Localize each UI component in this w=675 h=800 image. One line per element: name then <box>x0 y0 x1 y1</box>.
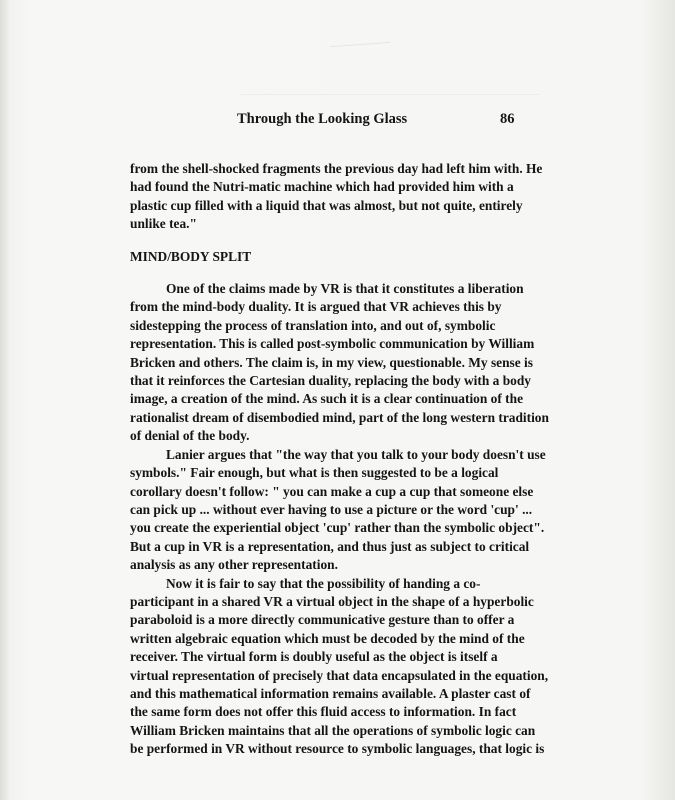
running-title: Through the Looking Glass <box>237 111 408 127</box>
text-line: rationalist dream of disembodied mind, part of the long western tradition <box>130 409 549 425</box>
text-line: virtual representation of precisely that data encapsulated in the equation, <box>130 667 549 683</box>
text-line: corollary doesn't follow: " you can make a cup a cup that someone else <box>130 483 534 499</box>
page-number: 86 <box>500 111 515 127</box>
text-line: unlike tea." <box>130 216 197 232</box>
text-line: Bricken and others. The claim is, in my view, questionable. My sense is <box>130 354 533 370</box>
show-through-smudge <box>330 28 391 47</box>
text-line: receiver. The virtual form is doubly useful as the object is itself a <box>130 649 498 665</box>
section-heading: MIND/BODY SPLIT <box>130 248 252 264</box>
text-line: the same form does not offer this fluid access to information. In fact <box>130 704 517 720</box>
text-line: be performed in VR without resource to symbolic languages, that logic is <box>130 741 545 757</box>
text-line: from the mind-body duality. It is argued that VR achieves this by <box>130 299 502 315</box>
text-line: Lanier argues that "the way that you talk to your body doesn't use <box>166 446 546 462</box>
text-line: symbols." Fair enough, but what is then suggested to be a logical <box>130 465 499 481</box>
text-line: But a cup in VR is a representation, and thus just as subject to critical <box>130 538 530 554</box>
text-line: Now it is fair to say that the possibility of handing a co- <box>166 575 481 591</box>
text-line: you create the experiential object 'cup' rather than the symbolic object". <box>130 520 545 536</box>
text-line: and this mathematical information remains available. A plaster cast of <box>130 685 531 701</box>
page-header <box>0 111 675 131</box>
text-line: sidestepping the process of translation into, and out of, symbolic <box>130 317 496 333</box>
text-line: that it reinforces the Cartesian duality, replacing the body with a body <box>130 373 531 389</box>
text-line: had found the Nutri-matic machine which had provided him with a <box>130 179 514 195</box>
text-line: One of the claims made by VR is that it constitutes a liberation <box>166 281 524 297</box>
show-through-smudge <box>240 86 540 95</box>
text-line: plastic cup filled with a liquid that was almost, but not quite, entirely <box>130 197 523 213</box>
text-line: analysis as any other representation. <box>130 557 338 573</box>
text-line: of denial of the body. <box>130 428 250 444</box>
body-text <box>130 160 570 759</box>
text-line: participant in a shared VR a virtual object in the shape of a hyperbolic <box>130 593 534 609</box>
text-line: written algebraic equation which must be decoded by the mind of the <box>130 630 525 646</box>
text-line: can pick up ... without ever having to use a picture or the word 'cup' ... <box>130 501 533 517</box>
text-line: William Bricken maintains that all the operations of symbolic logic can <box>130 722 536 738</box>
text-line: image, a creation of the mind. As such it is a clear continuation of the <box>130 391 524 407</box>
text-line: from the shell-shocked fragments the previous day had left him with. He <box>130 161 543 176</box>
text-line: paraboloid is a more directly communicative gesture than to offer a <box>130 612 515 628</box>
text-line: representation. This is called post-symbolic communication by William <box>130 336 535 352</box>
